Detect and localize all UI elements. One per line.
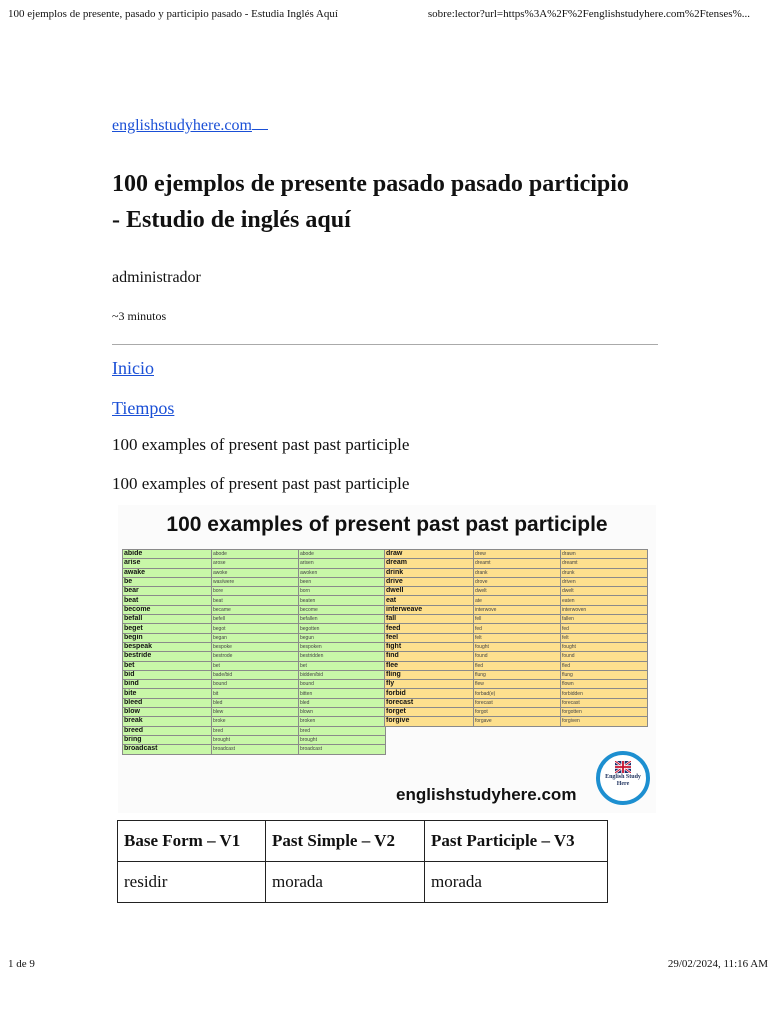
verb-base-form: forbid — [385, 689, 474, 698]
verb-past-participle: driven — [561, 577, 648, 586]
verb-table-left — [122, 549, 386, 755]
verb-past-participle: interwoven — [561, 605, 648, 614]
verb-row — [385, 717, 648, 726]
verb-row — [123, 735, 386, 744]
print-header — [8, 8, 760, 24]
verb-past-simple: dreamt — [474, 559, 561, 568]
verb-past-simple: fed — [474, 624, 561, 633]
verb-past-participle: drawn — [561, 550, 648, 559]
print-page-title: 100 ejemplos de presente, pasado y participio pasado - Estudia Inglés Aquí — [8, 8, 338, 20]
verb-row — [385, 680, 648, 689]
verb-past-participle: beaten — [299, 596, 386, 605]
verb-past-participle: drunk — [561, 568, 648, 577]
paragraph: 100 examples of present past past participle — [112, 435, 410, 454]
verb-row — [123, 680, 386, 689]
table-cell: residir — [118, 862, 266, 903]
verb-base-form: feel — [385, 633, 474, 642]
verb-row — [123, 633, 386, 642]
verb-base-form: forget — [385, 708, 474, 717]
verb-base-form: break — [123, 717, 212, 726]
verb-base-form: forgive — [385, 717, 474, 726]
verb-past-simple: fled — [474, 661, 561, 670]
verb-base-form: forecast — [385, 698, 474, 707]
verb-past-participle: broadcast — [299, 745, 386, 754]
verb-row — [385, 550, 648, 559]
verb-past-simple: became — [212, 605, 299, 614]
column-header: Base Form – V1 — [118, 821, 266, 862]
verb-past-simple: arose — [212, 559, 299, 568]
verb-row — [385, 661, 648, 670]
verb-past-simple: awoke — [212, 568, 299, 577]
verb-past-simple: ate — [474, 596, 561, 605]
verb-base-form: beget — [123, 624, 212, 633]
verb-base-form: arise — [123, 559, 212, 568]
verb-row — [123, 661, 386, 670]
verb-base-form: breed — [123, 726, 212, 735]
verb-base-form: bid — [123, 670, 212, 679]
verb-past-simple: befell — [212, 615, 299, 624]
breadcrumb-tenses-link[interactable]: Tiempos — [112, 398, 175, 418]
verb-past-participle: brought — [299, 735, 386, 744]
verb-base-form: begin — [123, 633, 212, 642]
column-header: Past Simple – V2 — [266, 821, 425, 862]
print-datetime: 29/02/2024, 11:16 AM — [667, 958, 768, 970]
verb-past-participle: awoken — [299, 568, 386, 577]
verb-row — [123, 698, 386, 707]
verb-base-form: interweave — [385, 605, 474, 614]
verb-past-simple: bred — [212, 726, 299, 735]
table-cell: morada — [425, 862, 608, 903]
verb-base-form: eat — [385, 596, 474, 605]
verb-past-simple: bestrode — [212, 652, 299, 661]
verb-base-form: broadcast — [123, 745, 212, 754]
verb-past-participle: dwelt — [561, 587, 648, 596]
verb-past-simple: bit — [212, 689, 299, 698]
verb-past-participle: forgotten — [561, 708, 648, 717]
chart-brand: englishstudyhere.com — [396, 785, 577, 804]
verb-base-form: bleed — [123, 698, 212, 707]
verb-past-participle: found — [561, 652, 648, 661]
verb-row — [123, 559, 386, 568]
verb-past-participle: fled — [561, 661, 648, 670]
verb-past-participle: forgiven — [561, 717, 648, 726]
verb-base-form: bite — [123, 689, 212, 698]
verb-past-participle: abode — [299, 550, 386, 559]
verb-row — [385, 633, 648, 642]
verb-past-simple: bet — [212, 661, 299, 670]
verb-row — [123, 624, 386, 633]
verb-base-form: find — [385, 652, 474, 661]
verb-past-participle: begotten — [299, 624, 386, 633]
verb-past-participle: fallen — [561, 615, 648, 624]
verb-row — [123, 708, 386, 717]
verb-past-participle: forbidden — [561, 689, 648, 698]
verb-base-form: feed — [385, 624, 474, 633]
verb-past-simple: bound — [212, 680, 299, 689]
verb-past-participle: blown — [299, 708, 386, 717]
verb-row — [123, 745, 386, 754]
verb-base-form: blow — [123, 708, 212, 717]
site-link[interactable] — [112, 117, 268, 135]
verb-past-participle: broken — [299, 717, 386, 726]
verb-row — [123, 726, 386, 735]
verb-base-form: abide — [123, 550, 212, 559]
verb-past-participle: bet — [299, 661, 386, 670]
verb-row — [123, 568, 386, 577]
verb-past-simple: abode — [212, 550, 299, 559]
verb-past-simple: bled — [212, 698, 299, 707]
verb-past-simple: begot — [212, 624, 299, 633]
verb-past-simple: forbad(e) — [474, 689, 561, 698]
table-row — [118, 862, 608, 903]
print-footer — [8, 958, 768, 974]
verb-base-form: beat — [123, 596, 212, 605]
verb-past-simple: fought — [474, 642, 561, 651]
verb-row — [385, 708, 648, 717]
verb-past-participle: bidden/bid — [299, 670, 386, 679]
verb-past-simple: dwelt — [474, 587, 561, 596]
breadcrumb-home-link[interactable]: Inicio — [112, 358, 154, 378]
verb-row — [385, 577, 648, 586]
verb-past-participle: dreamt — [561, 559, 648, 568]
verb-row — [385, 615, 648, 624]
verb-row — [123, 652, 386, 661]
verb-past-simple: forgave — [474, 717, 561, 726]
verb-row — [123, 642, 386, 651]
verb-base-form: dream — [385, 559, 474, 568]
verb-past-simple: drew — [474, 550, 561, 559]
verb-past-simple: fell — [474, 615, 561, 624]
verb-base-form: dwell — [385, 587, 474, 596]
verb-past-participle: felt — [561, 633, 648, 642]
verb-row — [123, 615, 386, 624]
verb-past-participle: become — [299, 605, 386, 614]
verb-base-form: drive — [385, 577, 474, 586]
verb-row — [385, 559, 648, 568]
verb-row — [123, 689, 386, 698]
verb-base-form: fight — [385, 642, 474, 651]
verb-past-simple: brought — [212, 735, 299, 744]
read-time: ~3 minutos — [112, 309, 167, 323]
verb-base-form: fall — [385, 615, 474, 624]
site-link-label: englishstudyhere.com — [112, 117, 252, 134]
verb-past-simple: blew — [212, 708, 299, 717]
verb-forms-table — [117, 820, 608, 903]
verb-base-form: bet — [123, 661, 212, 670]
verb-row — [385, 596, 648, 605]
verb-past-simple: flew — [474, 680, 561, 689]
verb-base-form: drink — [385, 568, 474, 577]
verb-base-form: fling — [385, 670, 474, 679]
verb-past-simple: was/were — [212, 577, 299, 586]
page-title: 100 ejemplos de presente pasado pasado participio - Estudio de inglés aquí — [112, 171, 629, 233]
verb-past-participle: bound — [299, 680, 386, 689]
verb-past-simple: interwove — [474, 605, 561, 614]
verb-chart-image — [118, 505, 656, 813]
chart-title: 100 examples of present past past participle — [166, 513, 608, 536]
verb-past-simple: bespoke — [212, 642, 299, 651]
author: administrador — [112, 269, 201, 286]
verb-base-form: befall — [123, 615, 212, 624]
verb-past-participle: bestridden — [299, 652, 386, 661]
verb-past-participle: bred — [299, 726, 386, 735]
verb-past-simple: found — [474, 652, 561, 661]
verb-past-participle: fed — [561, 624, 648, 633]
verb-past-participle: been — [299, 577, 386, 586]
verb-base-form: bestride — [123, 652, 212, 661]
verb-base-form: bear — [123, 587, 212, 596]
verb-base-form: bring — [123, 735, 212, 744]
table-header-row — [118, 821, 608, 862]
verb-row — [123, 596, 386, 605]
verb-base-form: draw — [385, 550, 474, 559]
verb-past-simple: beat — [212, 596, 299, 605]
verb-base-form: be — [123, 577, 212, 586]
verb-past-participle: arisen — [299, 559, 386, 568]
verb-row — [385, 670, 648, 679]
logo-text: English Study Here — [605, 774, 641, 787]
verb-base-form: become — [123, 605, 212, 614]
verb-row — [385, 568, 648, 577]
verb-past-simple: broke — [212, 717, 299, 726]
verb-past-participle: eaten — [561, 596, 648, 605]
verb-base-form: awake — [123, 568, 212, 577]
column-header: Past Participle – V3 — [425, 821, 608, 862]
verb-row — [123, 670, 386, 679]
verb-base-form: bind — [123, 680, 212, 689]
verb-row — [123, 605, 386, 614]
verb-row — [385, 698, 648, 707]
verb-row — [385, 642, 648, 651]
verb-past-participle: begun — [299, 633, 386, 642]
verb-row — [123, 587, 386, 596]
verb-past-simple: forgot — [474, 708, 561, 717]
print-url: sobre:lector?url=https%3A%2F%2Fenglishstudyhere.com%2Ftenses%... — [427, 8, 750, 20]
verb-row — [385, 689, 648, 698]
verb-past-simple: broadcast — [212, 745, 299, 754]
verb-base-form: flee — [385, 661, 474, 670]
verb-row — [385, 605, 648, 614]
site-link-trail — [252, 129, 268, 130]
verb-past-participle: fought — [561, 642, 648, 651]
paragraph: 100 examples of present past past participle — [112, 474, 410, 493]
verb-past-participle: flown — [561, 680, 648, 689]
english-study-here-logo — [596, 751, 650, 805]
verb-row — [123, 577, 386, 586]
verb-base-form: fly — [385, 680, 474, 689]
verb-past-simple: bore — [212, 587, 299, 596]
verb-past-simple: forecast — [474, 698, 561, 707]
verb-past-participle: born — [299, 587, 386, 596]
divider — [112, 344, 658, 345]
verb-past-participle: befallen — [299, 615, 386, 624]
verb-past-participle: bespoken — [299, 642, 386, 651]
verb-past-participle: forecast — [561, 698, 648, 707]
verb-row — [123, 717, 386, 726]
flag-icon — [615, 761, 631, 773]
verb-past-simple: flung — [474, 670, 561, 679]
verb-row — [385, 624, 648, 633]
verb-past-simple: bade/bid — [212, 670, 299, 679]
verb-past-participle: bled — [299, 698, 386, 707]
verb-past-simple: drove — [474, 577, 561, 586]
verb-past-simple: began — [212, 633, 299, 642]
verb-row — [123, 550, 386, 559]
verb-table-right — [384, 549, 648, 727]
table-cell: morada — [266, 862, 425, 903]
verb-past-participle: bitten — [299, 689, 386, 698]
verb-base-form: bespeak — [123, 642, 212, 651]
verb-past-simple: felt — [474, 633, 561, 642]
verb-past-participle: flung — [561, 670, 648, 679]
verb-row — [385, 652, 648, 661]
verb-row — [385, 587, 648, 596]
page-number: 1 de 9 — [8, 958, 35, 970]
verb-past-simple: drank — [474, 568, 561, 577]
